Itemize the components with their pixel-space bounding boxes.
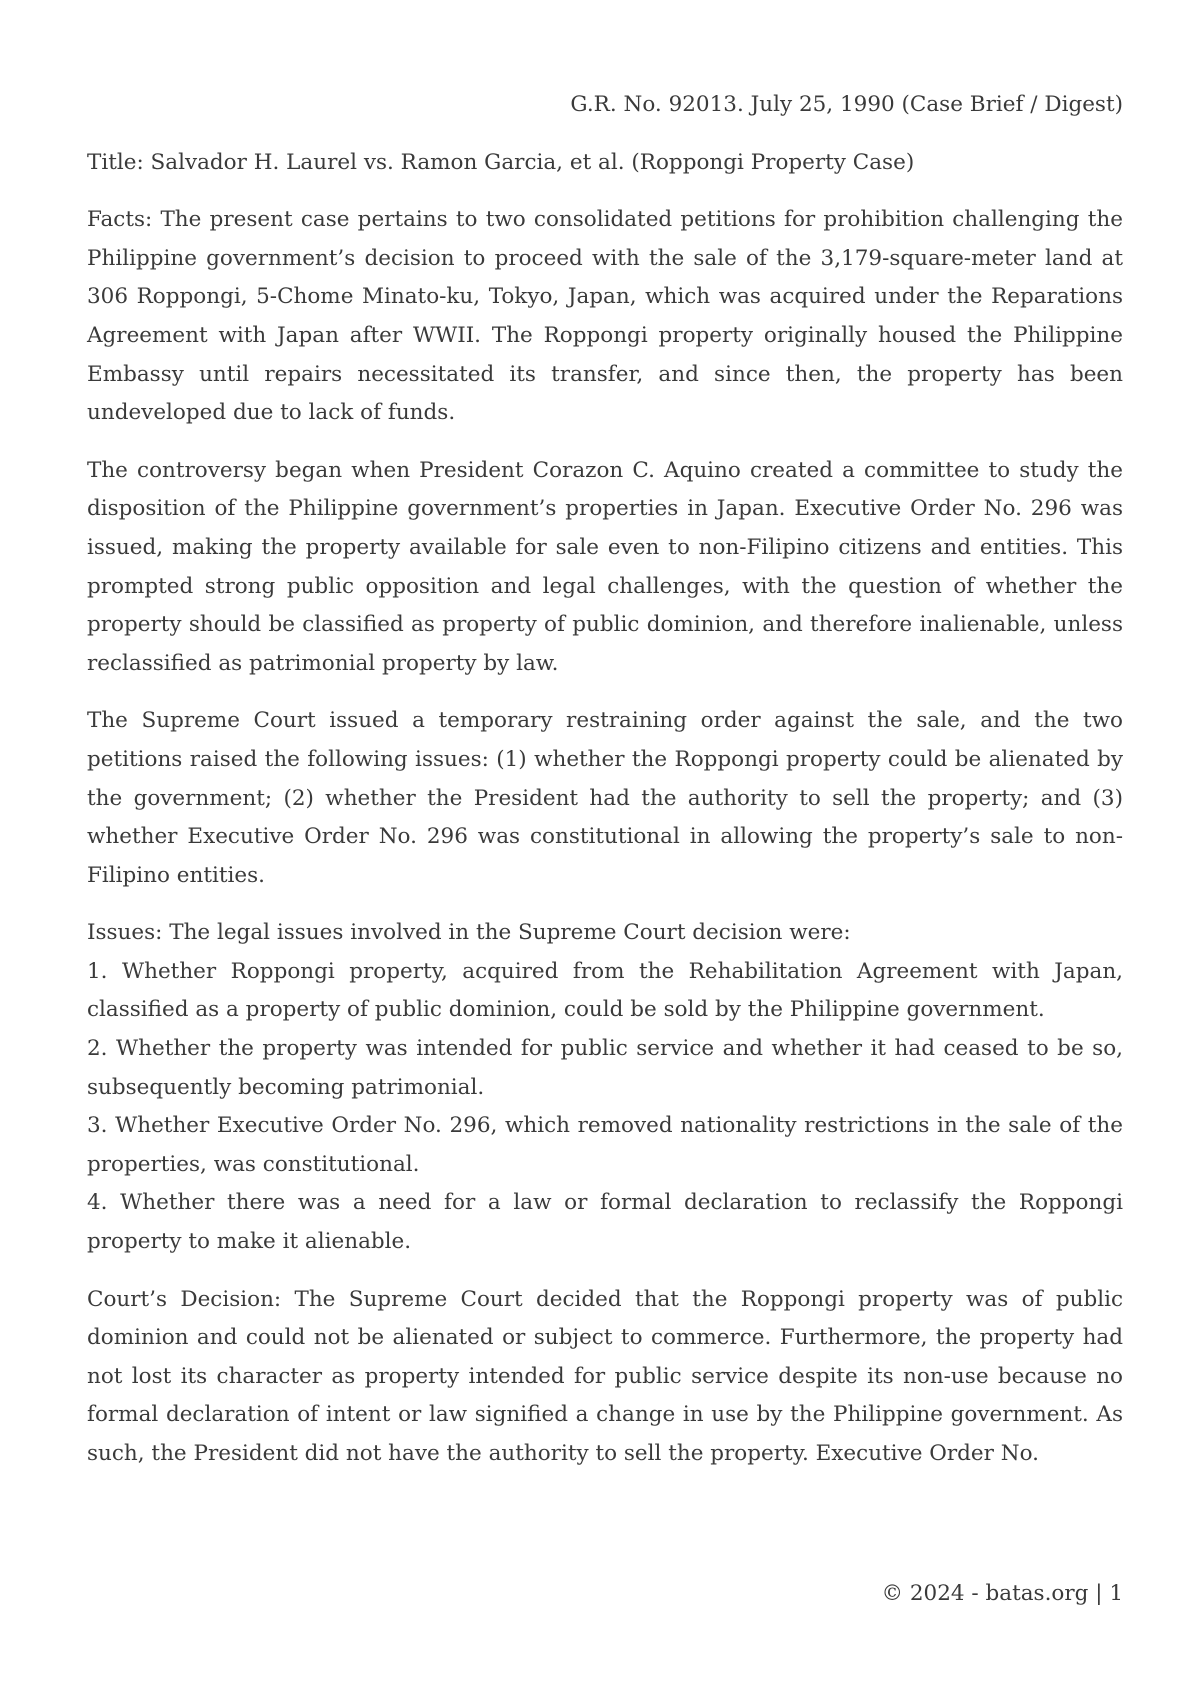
controversy-paragraph: The controversy began when President Corazon C. Aquino created a committee to study the disposition of the Philippine government’s properties in Japan. Executive Order No. 296 was issued, making the property available for sale even to non-Filipino citizens and entities. This prompted strong public opposition and legal challenges, with the question of whether the property should be classified as property of public dominion, and therefore inalienable, unless reclassified as patrimonial property by law. — [87, 457, 1123, 676]
facts-paragraph: Facts: The present case pertains to two consolidated petitions for prohibition challenging the Philippine government’s decision to proceed with the sale of the 3,179-square-meter land at 306 Roppongi, 5-Chome Minato-ku, Tokyo, Japan, which was acquired under the Reparations Agreement with Japan after WWII. The Roppongi property originally housed the Philippine Embassy until repairs necessitated its transfer, and since then, the property has been undeveloped due to lack of funds. — [87, 207, 1123, 426]
issue-item-4: 4. Whether there was a need for a law or formal declaration to reclassify the Roppongi property to make it alienable. — [87, 1190, 1123, 1255]
issue-item-2: 2. Whether the property was intended for public service and whether it had ceased to be so, subsequently becoming patrimonial. — [87, 1036, 1123, 1100]
case-reference: G.R. No. 92013. July 25, 1990 (Case Brief / Digest) — [570, 92, 1123, 117]
issues-section — [87, 914, 1123, 1261]
case-title: Title: Salvador H. Laurel vs. Ramon Garcia, et al. (Roppongi Property Case) — [87, 149, 915, 175]
document-page — [87, 86, 1123, 1493]
issues-intro: Issues: The legal issues involved in the Supreme Court decision were: — [87, 920, 851, 946]
issue-item-1: 1. Whether Roppongi property, acquired from the Rehabilitation Agreement with Japan, classified as a property of public dominion, could be sold by the Philippine government. — [87, 958, 1123, 1023]
page-footer: © 2024 - batas.org | 1 — [881, 1581, 1123, 1606]
restraining-order-paragraph: The Supreme Court issued a temporary restraining order against the sale, and the two petitions raised the following issues: (1) whether the Roppongi property could be alienated by the government; (2) whether the President had the authority to sell the property; and (3) whether Executive Order No. 296 was constitutional in allowing the property’s sale to non-Filipino entities. — [87, 708, 1123, 888]
issue-item-3: 3. Whether Executive Order No. 296, which removed nationality restrictions in the sale of the properties, was constitutional. — [87, 1113, 1123, 1177]
decision-paragraph: Court’s Decision: The Supreme Court decided that the Roppongi property was of public dominion and could not be alienated or subject to commerce. Furthermore, the property had not lost its character as property intended for public service despite its non-use because no formal declaration of intent or law signified a change in use by the Philippine government. As such, the President did not have the authority to sell the property. Executive Order No. — [87, 1286, 1123, 1466]
